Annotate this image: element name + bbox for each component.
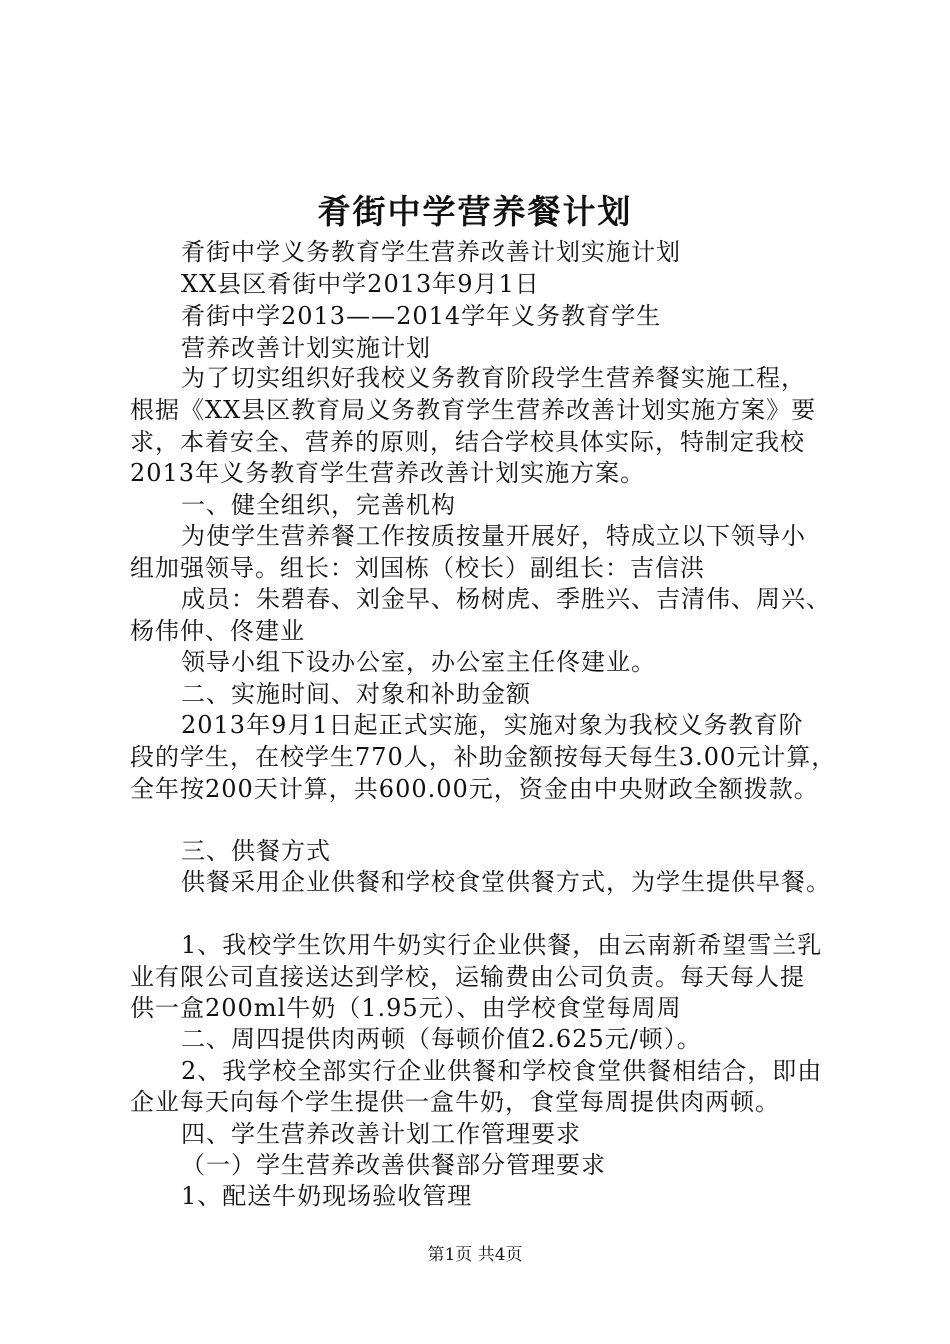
text-line: 根据《XX县区教育局义务教育学生营养改善计划实施方案》要 (130, 396, 817, 424)
text-line: 2013年义务教育学生营养改善计划实施方案。 (130, 459, 646, 487)
section-heading: 一、健全组织，完善机构 (181, 491, 456, 519)
text-line: 2013年9月1日起正式实施，实施对象为我校义务教育阶 (181, 711, 804, 739)
text-line: 肴街中学义务教育学生营养改善计划实施计划 (181, 238, 681, 266)
text-line: 杨伟仲、佟建业 (130, 617, 305, 645)
text-line: 成员：朱碧春、刘金早、杨树虎、季胜兴、吉清伟、周兴、 (181, 585, 831, 613)
section-heading: 三、供餐方式 (181, 837, 331, 865)
text-line: 业有限公司直接送达到学校，运输费由公司负责。每天每人提 (130, 963, 805, 991)
text-line: 营养改善计划实施计划 (181, 334, 431, 362)
text-line: 肴街中学2013——2014学年义务教育学生 (181, 302, 662, 330)
section-heading: 二、实施时间、对象和补助金额 (181, 680, 531, 708)
subsection-heading: （一）学生营养改善供餐部分管理要求 (181, 1151, 606, 1179)
text-line: 1、我校学生饮用牛奶实行企业供餐，由云南新希望雪兰乳 (181, 931, 823, 959)
text-line: 1、配送牛奶现场验收管理 (181, 1182, 473, 1210)
text-line: 全年按200天计算，共600.00元，资金由中央财政全额拨款。 (130, 775, 819, 803)
page-footer: 第1页 共4页 (427, 1245, 523, 1265)
text-line: 供餐采用企业供餐和学校食堂供餐方式，为学生提供早餐。 (181, 868, 831, 896)
document-title: 肴街中学营养餐计划 (317, 192, 633, 231)
text-line: 为使学生营养餐工作按质按量开展好，特成立以下领导小 (181, 522, 806, 550)
text-line: 供一盒200ml牛奶（1.95元）、由学校食堂每周周 (130, 994, 682, 1022)
text-line: 2、我学校全部实行企业供餐和学校食堂供餐相结合，即由 (181, 1057, 823, 1085)
section-heading: 四、学生营养改善计划工作管理要求 (181, 1120, 581, 1148)
text-line: 二、周四提供肉两顿（每顿价值2.625元/顿）。 (181, 1025, 702, 1053)
text-line: 企业每天向每个学生提供一盒牛奶，食堂每周提供肉两顿。 (130, 1088, 780, 1116)
text-line: 求，本着安全、营养的原则，结合学校具体实际，特制定我校 (130, 428, 805, 456)
text-line: 领导小组下设办公室，办公室主任佟建业。 (181, 648, 656, 676)
text-line: XX县区肴街中学2013年9月1日 (181, 270, 540, 298)
text-line: 组加强领导。组长：刘国栋（校长）副组长：吉信洪 (130, 554, 705, 582)
text-line: 为了切实组织好我校义务教育阶段学生营养餐实施工程， (181, 364, 806, 392)
text-line: 段的学生，在校学生770人，补助金额按每天每生3.00元计算， (130, 743, 837, 771)
